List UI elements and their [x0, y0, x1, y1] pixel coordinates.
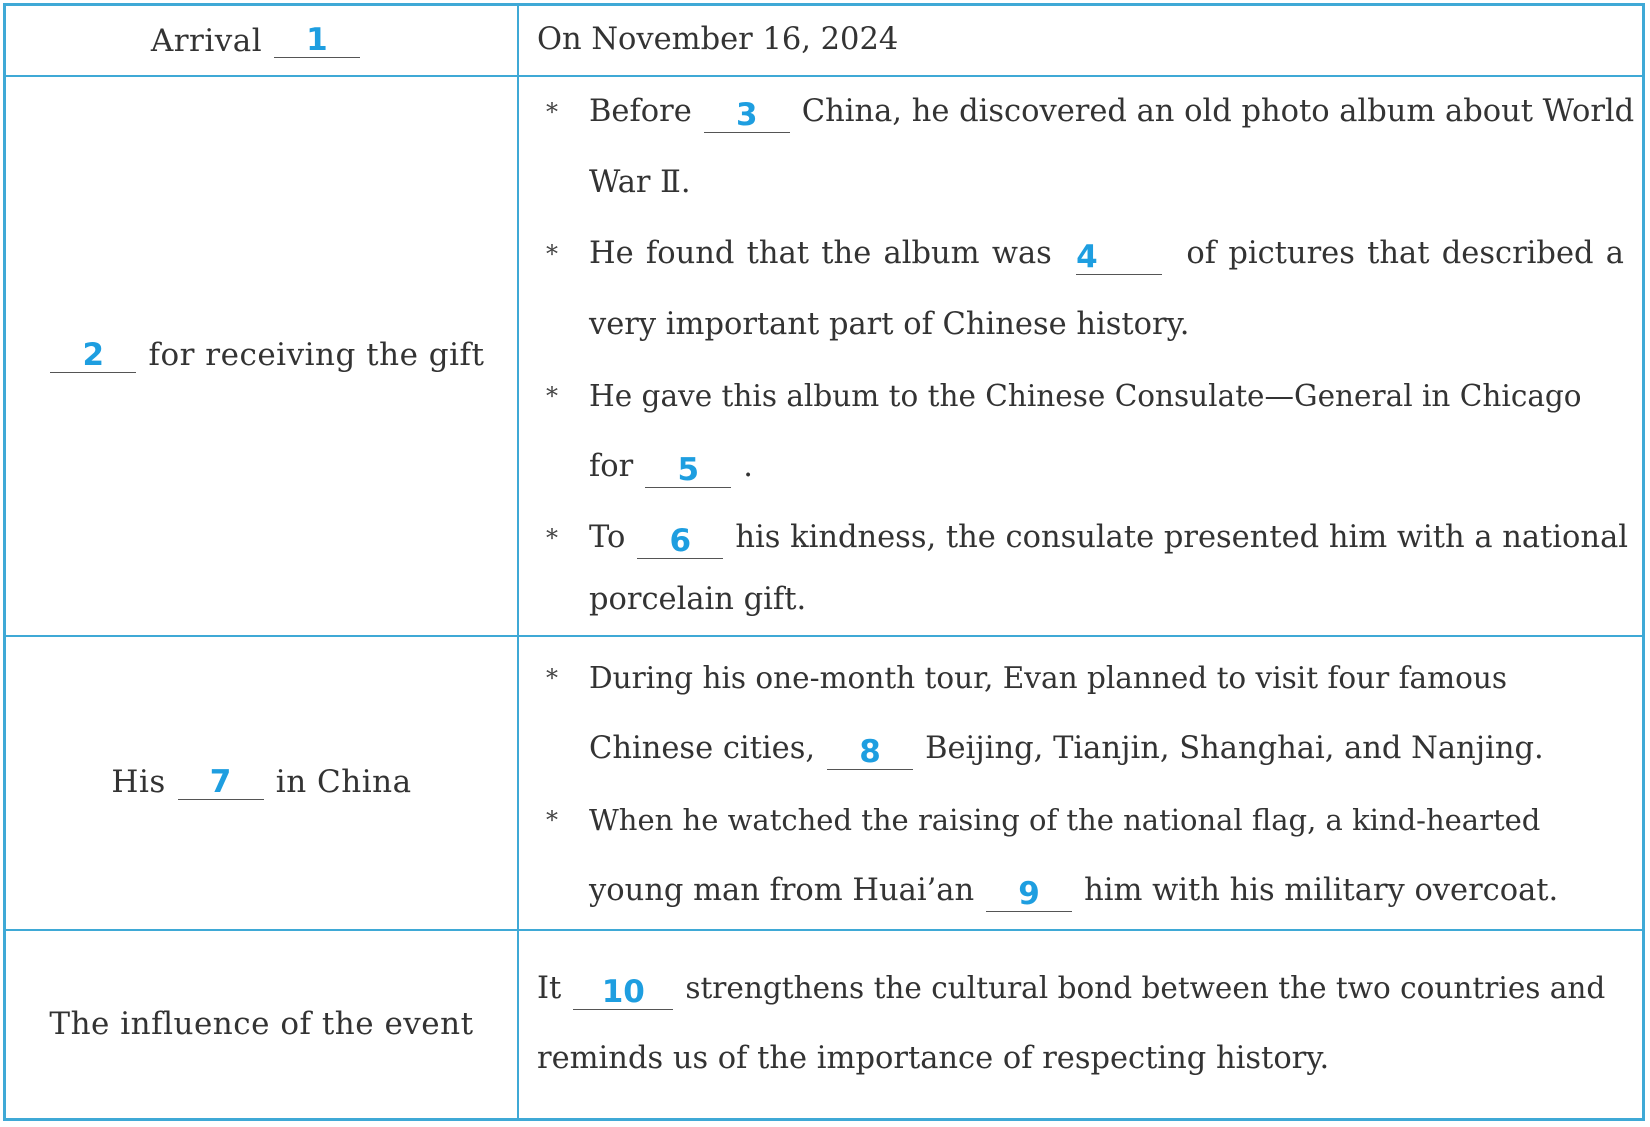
influence-label-cell: [6, 929, 519, 1118]
worksheet-table: [3, 3, 1645, 1121]
tour-label-cell: [6, 635, 519, 929]
tour-b2-line2: young man from Huai’an 9 him with his military overcoat.: [589, 873, 1559, 912]
bullet-star: *: [546, 806, 558, 834]
blank-number-6: 6: [669, 523, 692, 559]
blank-number-7: 7: [209, 763, 232, 800]
bullet-star: *: [546, 664, 558, 692]
tour-label-pre: His: [111, 764, 166, 800]
influence-content-cell: [519, 929, 1642, 1118]
reason-b4-line1: To 6 his kindness, the consulate presented him with a national: [589, 520, 1629, 559]
arrival-content-cell: [519, 6, 1642, 75]
arrival-label: Arrival: [150, 22, 263, 59]
answer-blank-3[interactable]: [704, 98, 790, 133]
blank-number-8: 8: [859, 734, 881, 770]
influence-line2: reminds us of the importance of respecting history.: [537, 1041, 1330, 1076]
reason-content-cell: [519, 75, 1642, 635]
arrival-label-cell: [6, 6, 519, 75]
tour-b1-line1: During his one-month tour, Evan planned to visit four famous: [589, 661, 1508, 695]
arrival-date-text: On November 16, 2024: [537, 22, 899, 57]
answer-blank-9[interactable]: [986, 877, 1072, 912]
reason-b2-line1: He found that the album was 4 of pictures that described a: [589, 236, 1624, 275]
blank-number-4: 4: [1076, 239, 1098, 275]
answer-blank-7[interactable]: [178, 765, 264, 800]
reason-b4-line2: porcelain gift.: [589, 582, 807, 617]
reason-label: for receiving the gift: [148, 337, 485, 373]
reason-b1-line2: War Ⅱ.: [589, 165, 691, 200]
reason-b2-line2: very important part of Chinese history.: [589, 307, 1190, 342]
reason-label-cell: [6, 75, 519, 635]
tour-b2-line1: When he watched the raising of the national flag, a kind-hearted: [589, 803, 1541, 837]
answer-blank-8[interactable]: [827, 735, 913, 770]
blank-number-1: 1: [306, 22, 329, 58]
bullet-star: *: [546, 240, 558, 268]
bullet-star: *: [546, 524, 558, 552]
blank-number-5: 5: [677, 452, 700, 488]
bullet-star: *: [546, 382, 558, 410]
table-row-arrival: [6, 6, 1642, 77]
reason-b3-line2: for 5 .: [589, 449, 753, 488]
reason-b1-line1: Before 3 China, he discovered an old photo album about World: [589, 94, 1635, 133]
answer-blank-5[interactable]: [645, 453, 731, 488]
tour-content-cell: [519, 635, 1642, 929]
bullet-star: *: [546, 98, 558, 126]
influence-line1: It 10 strengthens the cultural bond between the two countries and: [537, 971, 1606, 1010]
answer-blank-6[interactable]: [637, 524, 723, 559]
blank-number-9: 9: [1018, 876, 1040, 912]
answer-blank-2[interactable]: [50, 338, 136, 373]
influence-label: The influence of the event: [49, 1005, 474, 1042]
blank-number-10: 10: [601, 974, 645, 1010]
tour-b1-line2: Chinese cities, 8 Beijing, Tianjin, Shanghai, and Nanjing.: [589, 731, 1544, 770]
table-row-influence: [6, 929, 1642, 1118]
table-row-tour: [6, 635, 1642, 931]
blank-number-3: 3: [735, 97, 758, 133]
answer-blank-10[interactable]: [573, 975, 673, 1010]
tour-label-post: in China: [275, 764, 412, 800]
table-row-reason: [6, 75, 1642, 637]
answer-blank-4[interactable]: [1076, 240, 1162, 275]
answer-blank-1[interactable]: [274, 23, 360, 58]
reason-b3-line1: He gave this album to the Chinese Consulate—General in Chicago: [589, 379, 1582, 413]
blank-number-2: 2: [82, 336, 105, 373]
